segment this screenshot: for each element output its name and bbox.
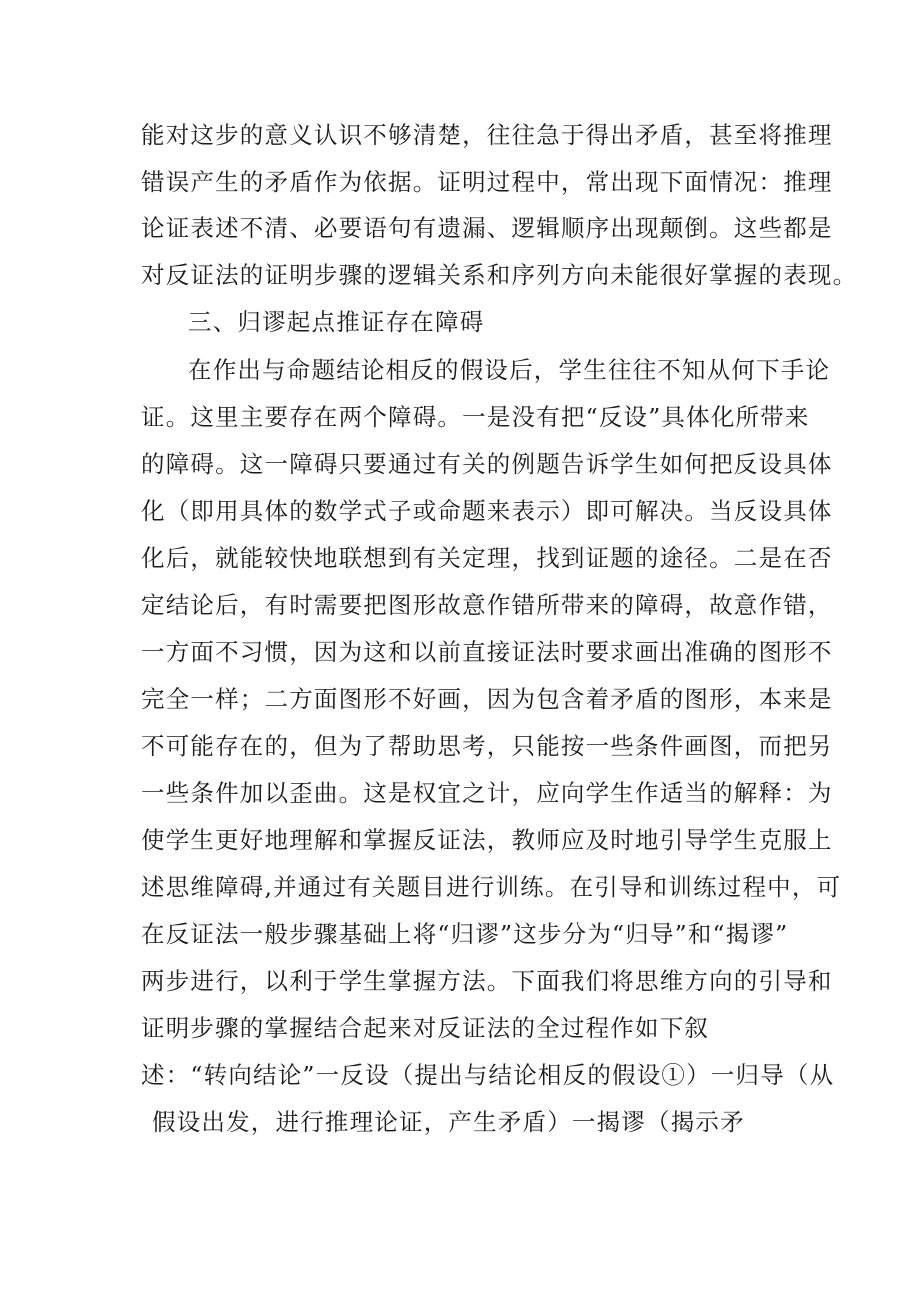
text-line-13: 完全一样；二方面图形不好画，因为包含着矛盾的图形，本来是: [141, 685, 833, 713]
text-line-22: 假设出发，进行推理论证，产生矛盾）一揭谬（揭示矛: [152, 1108, 745, 1136]
text-line-7: 证。这里主要存在两个障碍。一是没有把“反设”具体化所带来: [141, 403, 810, 431]
text-line-12: 一方面不习惯，因为这和以前直接证法时要求画出准确的图形不: [141, 638, 833, 666]
text-line-2: 错误产生的矛盾作为依据。证明过程中，常出现下面情况：推理: [141, 168, 833, 196]
text-line-16: 使学生更好地理解和掌握反证法，教师应及时地引导学生克服上: [141, 826, 833, 854]
text-line-8: 的障碍。这一障碍只要通过有关的例题告诉学生如何把反设具体: [141, 450, 833, 478]
text-line-10: 化后，就能较快地联想到有关定理，找到证题的途径。二是在否: [141, 544, 833, 572]
text-line-21: 述：“转向结论”一反设（提出与结论相反的假设①）一归导（从: [141, 1061, 835, 1089]
text-line-19: 两步进行，以利于学生掌握方法。下面我们将思维方向的引导和: [141, 967, 833, 995]
text-line-3: 论证表述不清、必要语句有遗漏、逻辑顺序出现颠倒。这些都是: [141, 214, 833, 242]
text-line-4: 对反证法的证明步骤的逻辑关系和序列方向未能很好掌握的表现。: [141, 261, 858, 289]
text-line-17: 述思维障碍,并通过有关题目进行训练。在引导和训练过程中，可: [141, 873, 842, 901]
text-line-11: 定结论后，有时需要把图形故意作错所带来的障碍，故意作错，: [141, 591, 833, 619]
text-line-1: 能对这步的意义认识不够清楚，往往急于得出矛盾，甚至将推理: [141, 121, 833, 149]
text-line-15: 一些条件加以歪曲。这是权宜之计，应向学生作适当的解释：为: [141, 779, 833, 807]
text-line-20: 证明步骤的掌握结合起来对反证法的全过程作如下叙: [141, 1014, 710, 1042]
text-line-6: 在作出与命题结论相反的假设后，学生往往不知从何下手论: [188, 356, 831, 384]
section-heading: 三、归谬起点推证存在障碍: [188, 308, 485, 336]
text-line-9: 化（即用具体的数学式子或命题来表示）即可解决。当反设具体: [141, 497, 833, 525]
text-line-14: 不可能存在的，但为了帮助思考，只能按一些条件画图，而把另: [141, 732, 833, 760]
text-line-18: 在反证法一般步骤基础上将“归谬”这步分为“归导”和“揭谬”: [141, 920, 789, 948]
